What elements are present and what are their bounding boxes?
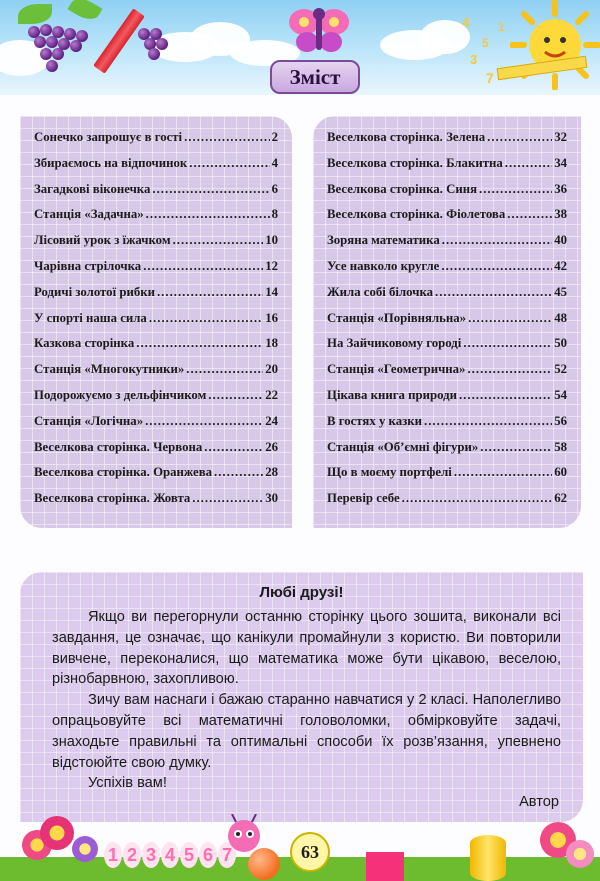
train-digit: 2: [123, 842, 141, 868]
toc-item: [34, 207, 278, 233]
letter-heading: Любі друзі!: [259, 584, 344, 601]
toc-item-page: 62: [554, 491, 567, 506]
toc-item-title: Чарівна стрілочка: [34, 258, 142, 273]
toc-item-page: 56: [554, 413, 567, 428]
train-digit: 4: [161, 842, 179, 868]
toc-item: [34, 285, 278, 311]
toc-item-page: 58: [554, 439, 567, 454]
toc-item-page: 42: [554, 258, 567, 273]
toc-item-page: 48: [554, 310, 567, 325]
toc-item: [34, 388, 278, 414]
toc-item: [327, 259, 567, 285]
toc-item-page: 30: [265, 491, 278, 506]
toc-item: [327, 182, 567, 208]
decor-digit: 1: [498, 20, 505, 34]
toc-item: [327, 156, 567, 182]
letter-paragraph: Успіхів вам!: [88, 775, 167, 792]
toc-item-page: 28: [265, 465, 278, 480]
toc-item-title: Веселкова сторінка. Фіолетова: [327, 207, 506, 222]
butterfly-icon: [288, 6, 350, 54]
toc-item: [34, 156, 278, 182]
toc-item-page: 24: [265, 413, 278, 428]
toc-item-page: 26: [265, 439, 278, 454]
toc-item-page: 40: [554, 233, 567, 248]
toc-item-page: 20: [265, 362, 278, 377]
toc-item-page: 18: [265, 336, 278, 351]
toc-item-title: Станція «Геометрична»: [327, 362, 466, 377]
toc-item: [327, 130, 567, 156]
toc-item-page: 6: [271, 181, 278, 196]
toc-item: [327, 414, 567, 440]
toc-item-page: 52: [554, 362, 567, 377]
train-digit: 3: [142, 842, 160, 868]
train-digit: 6: [199, 842, 217, 868]
page-title: Зміст: [270, 60, 360, 94]
toc-item-title: Веселкова сторінка. Жовта: [34, 491, 191, 506]
number-caterpillar: [104, 842, 236, 870]
toc-item-title: Усе навколо кругле: [327, 258, 440, 273]
toc-item-page: 60: [554, 465, 567, 480]
grapes-icon: [136, 26, 170, 66]
flower-icon: [566, 840, 594, 868]
toc-item: [34, 440, 278, 466]
toc-item-title: Веселкова сторінка. Блакитна: [327, 155, 503, 170]
toc-item: [34, 465, 278, 491]
toc-item-title: Родичі золотої рибки: [34, 284, 155, 299]
decor-digit: 3: [470, 52, 478, 67]
toc-item-title: В гостях у казки: [327, 413, 423, 428]
toc-item: [34, 259, 278, 285]
grapes-icon: [22, 20, 92, 80]
toc-item-page: 10: [265, 233, 278, 248]
toc-item-title: Казкова сторінка: [34, 336, 135, 351]
toc-item: [327, 465, 567, 491]
toc-item-title: Станція «Об’ємні фігури»: [327, 439, 479, 454]
toc-left-panel: [20, 116, 292, 528]
toc-item-title: Сонечко запрошує в гості: [34, 130, 183, 144]
toc-item: [327, 491, 567, 517]
toc-item-title: Перевір себе: [327, 491, 400, 506]
toc-item-title: Станція «Задачна»: [34, 207, 144, 222]
toc-item: [327, 285, 567, 311]
decor-digit: 4: [462, 14, 470, 30]
letter-paragraph: Зичу вам наснаги і бажаю старанно навчатися у 2 класі. Наполегливо опрацьовуйте всі математичні головоломки, обмірковуйте задачі, знаходьте правильні та оптимальні способи їх розв’язання, упевнено відстоюйте свою думку.: [52, 692, 561, 771]
toc-item-title: Веселкова сторінка. Синя: [327, 181, 477, 196]
toc-item-title: Жила собі білочка: [327, 284, 434, 299]
letter-signature: Автор: [519, 794, 559, 810]
toc-item-title: На Зайчиковому городі: [327, 336, 462, 351]
toc-item: [327, 311, 567, 337]
toc-item-page: 16: [265, 310, 278, 325]
flower-icon: [72, 836, 98, 862]
decor-digit: 7: [486, 70, 494, 86]
letter-paragraph: Якщо ви перегорнули останню сторінку цього зошита, виконали всі завдання, це означає, що канікули промайнули з користю. Ви повторили вивчене, переконалися, що математика може бути цікавою, веселою, різнобарвною, захопливою.: [52, 609, 561, 688]
page-number: 63: [290, 832, 330, 872]
toc-item-page: 45: [554, 284, 567, 299]
toc-item-title: Подорожуємо з дельфінчиком: [34, 387, 207, 402]
toc-item-title: Зоряна математика: [327, 233, 440, 248]
letter-panel: [20, 572, 583, 822]
toc-item-title: Що в моєму портфелі: [327, 465, 452, 480]
toc-item-page: 2: [271, 130, 278, 144]
ball-icon: [248, 848, 280, 880]
toc-right-panel: [313, 116, 581, 528]
toc-item: [327, 362, 567, 388]
toc-item: [34, 491, 278, 517]
toc-item-page: 38: [554, 207, 567, 222]
toc-item-title: Веселкова сторінка. Червона: [34, 439, 203, 454]
toc-item-title: Загадкові віконечка: [34, 181, 151, 196]
toc-item-page: 50: [554, 336, 567, 351]
cube-icon: [366, 852, 404, 881]
toc-item-page: 8: [271, 207, 278, 222]
toc-item-page: 34: [554, 155, 567, 170]
toc-item: [327, 388, 567, 414]
toc-item-title: Веселкова сторінка. Оранжева: [34, 465, 213, 480]
toc-item: [34, 336, 278, 362]
toc-item-title: Станція «Многокутники»: [34, 362, 185, 377]
toc-item: [34, 414, 278, 440]
toc-item-page: 4: [271, 155, 278, 170]
toc-item-page: 36: [554, 181, 567, 196]
toc-item: [34, 182, 278, 208]
toc-item-page: 22: [265, 387, 278, 402]
toc-item-title: Станція «Порівняльна»: [327, 310, 467, 325]
train-digit: 5: [180, 842, 198, 868]
toc-item: [34, 130, 278, 156]
toc-item: [327, 440, 567, 466]
toc-item: [327, 233, 567, 259]
toc-item-page: 12: [265, 258, 278, 273]
toc-item: [327, 336, 567, 362]
train-digit: 1: [104, 842, 122, 868]
toc-item: [34, 362, 278, 388]
toc-item-title: Цікава книга природи: [327, 387, 457, 402]
letter-body: [52, 607, 561, 794]
toc-list-left: [34, 130, 278, 517]
toc-item-title: Лісовий урок з їжачком: [34, 233, 171, 248]
toc-item-title: Станція «Логічна»: [34, 413, 144, 428]
toc-item-page: 14: [265, 284, 278, 299]
toc-item-title: Збираємось на відпочинок: [34, 155, 188, 170]
cylinder-icon: [470, 835, 506, 881]
toc-item: [327, 207, 567, 233]
flower-icon: [40, 816, 74, 850]
toc-item-title: У спорті наша сила: [34, 310, 147, 325]
toc-item-title: Веселкова сторінка. Зелена: [327, 130, 486, 144]
toc-item: [34, 311, 278, 337]
toc-item: [34, 233, 278, 259]
toc-list-right: [327, 130, 567, 517]
toc-item-page: 54: [554, 387, 567, 402]
toc-item-page: 32: [554, 130, 567, 144]
decor-digit: 5: [482, 36, 489, 50]
train-digit: 7: [218, 842, 236, 868]
